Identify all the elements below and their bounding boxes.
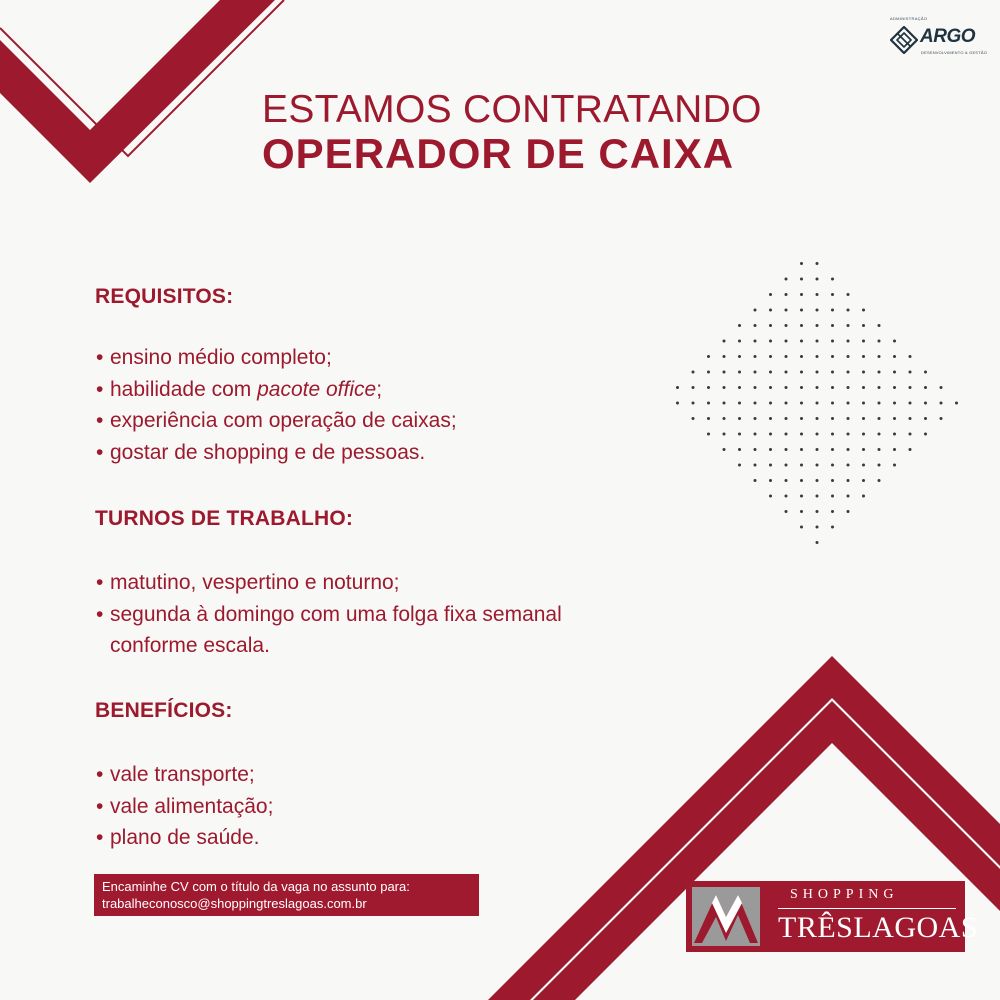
pattern-dot: [785, 355, 788, 358]
pattern-dot: [754, 417, 757, 420]
pattern-dot: [847, 433, 850, 436]
pattern-dot: [723, 417, 726, 420]
pattern-dot: [924, 402, 927, 405]
pattern-dot: [692, 386, 695, 389]
pattern-dot: [862, 495, 865, 498]
pattern-dot: [816, 402, 819, 405]
pattern-dot: [754, 386, 757, 389]
pattern-dot: [831, 495, 834, 498]
pattern-dot: [816, 510, 819, 513]
pattern-dot: [738, 386, 741, 389]
pattern-dot: [831, 371, 834, 374]
pattern-dot: [769, 417, 772, 420]
pattern-dot: [785, 448, 788, 451]
pattern-dot: [924, 417, 927, 420]
pattern-dot: [707, 371, 710, 374]
pattern-dot: [940, 402, 943, 405]
pattern-dot: [862, 402, 865, 405]
pattern-dot: [862, 417, 865, 420]
pattern-dot: [769, 340, 772, 343]
argo-tagline: DESENVOLVIMENTO & GESTÃO: [921, 50, 987, 55]
pattern-dot: [769, 433, 772, 436]
section-title-beneficios: BENEFÍCIOS:: [95, 699, 233, 722]
pattern-dot: [800, 309, 803, 312]
pattern-dot: [676, 386, 679, 389]
pattern-dot: [909, 402, 912, 405]
pattern-dot: [847, 417, 850, 420]
list-item: • vale alimentação;: [96, 794, 274, 818]
pattern-dot: [738, 371, 741, 374]
pattern-dot: [754, 479, 757, 482]
pattern-dot: [769, 448, 772, 451]
pattern-dot: [692, 417, 695, 420]
list-item: • plano de saúde.: [96, 826, 260, 849]
pattern-dot: [800, 386, 803, 389]
pattern-dot: [924, 386, 927, 389]
pattern-dot: [754, 402, 757, 405]
pattern-dot: [707, 355, 710, 358]
pattern-dot: [847, 340, 850, 343]
pattern-dot: [738, 433, 741, 436]
pattern-dot: [862, 448, 865, 451]
pattern-dot: [800, 402, 803, 405]
pattern-dot: [785, 309, 788, 312]
headline-hiring: ESTAMOS CONTRATANDO: [262, 88, 762, 131]
list-item: • segunda à domingo com uma folga fixa semanal: [96, 602, 562, 626]
pattern-dot: [878, 355, 881, 358]
pattern-dot: [893, 402, 896, 405]
pattern-dot: [785, 371, 788, 374]
pattern-dot: [893, 371, 896, 374]
pattern-dot: [847, 371, 850, 374]
pattern-dot: [831, 340, 834, 343]
pattern-dot: [940, 386, 943, 389]
pattern-dot: [800, 262, 803, 265]
pattern-dot: [754, 340, 757, 343]
pattern-dot: [909, 433, 912, 436]
pattern-dot: [800, 448, 803, 451]
pattern-dot: [800, 526, 803, 529]
section-title-requisitos: REQUISITOS:: [95, 285, 234, 308]
pattern-dot: [754, 309, 757, 312]
pattern-dot: [769, 371, 772, 374]
pattern-dot: [816, 448, 819, 451]
pattern-dot: [769, 309, 772, 312]
pattern-dot: [738, 448, 741, 451]
pattern-dot: [862, 309, 865, 312]
pattern-dot: [831, 526, 834, 529]
pattern-dot: [800, 371, 803, 374]
pattern-dot: [816, 417, 819, 420]
pattern-dot: [816, 433, 819, 436]
pattern-dot: [831, 448, 834, 451]
pattern-dot: [862, 386, 865, 389]
pattern-dot: [862, 464, 865, 467]
pattern-dot: [847, 355, 850, 358]
pattern-dot: [769, 386, 772, 389]
pattern-dot: [878, 448, 881, 451]
pattern-dot: [754, 371, 757, 374]
pattern-dot: [707, 402, 710, 405]
pattern-dot: [769, 402, 772, 405]
pattern-dot: [862, 340, 865, 343]
pattern-dot: [893, 464, 896, 467]
pattern-dot: [800, 495, 803, 498]
pattern-dot: [831, 309, 834, 312]
pattern-dot: [785, 386, 788, 389]
pattern-dot: [769, 479, 772, 482]
pattern-dot: [723, 402, 726, 405]
pattern-dot: [769, 464, 772, 467]
pattern-dot: [816, 371, 819, 374]
pattern-dot: [847, 510, 850, 513]
pattern-dot: [800, 479, 803, 482]
pattern-dot: [769, 293, 772, 296]
pattern-dot: [754, 355, 757, 358]
pattern-dot: [785, 510, 788, 513]
pattern-dot: [878, 324, 881, 327]
pattern-dot: [692, 371, 695, 374]
argo-admin-label: ADMINISTRAÇÃO: [890, 16, 928, 21]
pattern-dot: [909, 448, 912, 451]
list-item: • habilidade com pacote office;: [96, 377, 383, 401]
pattern-dot: [785, 479, 788, 482]
pattern-dot: [940, 417, 943, 420]
pattern-dot: [909, 371, 912, 374]
pattern-dot: [800, 355, 803, 358]
logo-divider: [778, 908, 956, 909]
requisitos-list: [96, 342, 457, 468]
pattern-dot: [847, 495, 850, 498]
pattern-dot: [800, 433, 803, 436]
pattern-dot: [831, 324, 834, 327]
contact-box: [94, 874, 479, 916]
pattern-dot: [893, 355, 896, 358]
pattern-dot: [723, 386, 726, 389]
list-item: • vale transporte;: [96, 763, 255, 786]
headline-position: OPERADOR DE CAIXA: [262, 130, 735, 177]
pattern-dot: [816, 541, 819, 544]
pattern-dot: [831, 464, 834, 467]
pattern-dot: [878, 464, 881, 467]
pattern-dot: [754, 448, 757, 451]
pattern-dot: [893, 448, 896, 451]
pattern-dot: [785, 433, 788, 436]
pattern-dot: [831, 479, 834, 482]
pattern-dot: [816, 293, 819, 296]
pattern-dot: [847, 309, 850, 312]
top-left-chevron-solid: [0, 0, 275, 183]
pattern-dot: [816, 278, 819, 281]
pattern-dot: [847, 293, 850, 296]
pattern-dot: [707, 433, 710, 436]
pattern-dot: [816, 495, 819, 498]
pattern-dot: [723, 448, 726, 451]
pattern-dot: [831, 510, 834, 513]
pattern-dot: [831, 402, 834, 405]
pattern-dot: [785, 402, 788, 405]
beneficios-list: [96, 759, 273, 854]
pattern-dot: [785, 495, 788, 498]
pattern-dot: [816, 340, 819, 343]
pattern-dot: [816, 355, 819, 358]
pattern-dot: [800, 464, 803, 467]
pattern-dot: [924, 371, 927, 374]
pattern-dot: [909, 355, 912, 358]
pattern-dot: [816, 309, 819, 312]
pattern-dot: [878, 402, 881, 405]
pattern-dot: [893, 386, 896, 389]
logo-shopping-text: SHOPPING: [790, 887, 899, 902]
pattern-dot: [862, 355, 865, 358]
pattern-dot: [831, 433, 834, 436]
pattern-dot: [847, 448, 850, 451]
list-item: • matutino, vespertino e noturno;: [96, 571, 400, 594]
list-item-continuation: conforme escala.: [110, 634, 270, 657]
pattern-dot: [878, 371, 881, 374]
pattern-dot: [831, 386, 834, 389]
pattern-dot: [785, 340, 788, 343]
pattern-dot: [909, 417, 912, 420]
pattern-dot: [862, 324, 865, 327]
pattern-dot: [785, 324, 788, 327]
pattern-dot: [785, 464, 788, 467]
list-item: • gostar de shopping e de pessoas.: [96, 440, 426, 464]
pattern-dot: [738, 402, 741, 405]
pattern-dot: [707, 386, 710, 389]
pattern-dot: [909, 386, 912, 389]
pattern-dot: [878, 340, 881, 343]
pattern-dot: [893, 340, 896, 343]
pattern-dot: [723, 371, 726, 374]
logo-name-text: TRÊSLAGOAS: [778, 911, 979, 944]
pattern-dot: [692, 402, 695, 405]
pattern-dot: [862, 371, 865, 374]
pattern-dot: [800, 340, 803, 343]
pattern-dot: [723, 355, 726, 358]
pattern-dot: [738, 417, 741, 420]
pattern-dot: [816, 479, 819, 482]
pattern-dot: [769, 495, 772, 498]
list-item: • ensino médio completo;: [96, 346, 332, 369]
pattern-dot: [847, 479, 850, 482]
pattern-dot: [878, 433, 881, 436]
pattern-dot: [785, 293, 788, 296]
pattern-dot: [878, 417, 881, 420]
pattern-dot: [800, 324, 803, 327]
pattern-dot: [816, 324, 819, 327]
pattern-dot: [707, 417, 710, 420]
pattern-dot: [723, 340, 726, 343]
pattern-dot: [754, 324, 757, 327]
pattern-dot: [831, 417, 834, 420]
pattern-dot: [785, 278, 788, 281]
pattern-dot: [800, 278, 803, 281]
pattern-dot: [893, 417, 896, 420]
pattern-dot: [847, 464, 850, 467]
pattern-dot: [785, 417, 788, 420]
pattern-dot: [754, 433, 757, 436]
pattern-dot: [800, 510, 803, 513]
pattern-dot: [831, 293, 834, 296]
pattern-dot: [738, 355, 741, 358]
argo-logo-icon: [890, 26, 918, 54]
pattern-dot: [800, 417, 803, 420]
tres-lagoas-logo-icon: [686, 881, 766, 952]
pattern-dot: [769, 355, 772, 358]
pattern-dot: [769, 324, 772, 327]
pattern-dot: [816, 526, 819, 529]
pattern-dot: [878, 479, 881, 482]
pattern-dot: [816, 386, 819, 389]
pattern-dot: [738, 340, 741, 343]
pattern-dot: [878, 386, 881, 389]
pattern-dot: [831, 278, 834, 281]
pattern-dot: [862, 479, 865, 482]
pattern-dot: [847, 324, 850, 327]
pattern-dot: [847, 402, 850, 405]
pattern-dot: [738, 464, 741, 467]
pattern-dot: [862, 433, 865, 436]
pattern-dot: [754, 464, 757, 467]
pattern-dot: [924, 433, 927, 436]
list-item: • experiência com operação de caixas;: [96, 409, 457, 432]
pattern-dot: [723, 433, 726, 436]
pattern-dot: [676, 402, 679, 405]
pattern-dot: [847, 386, 850, 389]
shopping-logo: [686, 881, 979, 952]
contact-instruction: Encaminhe CV com o título da vaga no assunto para:: [102, 879, 410, 894]
argo-logo-name: ARGO: [920, 26, 975, 47]
pattern-dot: [831, 355, 834, 358]
pattern-dot: [893, 433, 896, 436]
contact-email-link[interactable]: trabalheconosco@shoppingtreslagoas.com.br: [102, 896, 367, 911]
pattern-dot: [738, 324, 741, 327]
turnos-list: [96, 567, 562, 662]
pattern-dot: [955, 402, 958, 405]
section-title-turnos: TURNOS DE TRABALHO:: [95, 507, 354, 530]
pattern-dot: [800, 293, 803, 296]
pattern-dot: [816, 464, 819, 467]
pattern-dot: [816, 262, 819, 265]
dot-diamond-pattern: [676, 262, 958, 544]
